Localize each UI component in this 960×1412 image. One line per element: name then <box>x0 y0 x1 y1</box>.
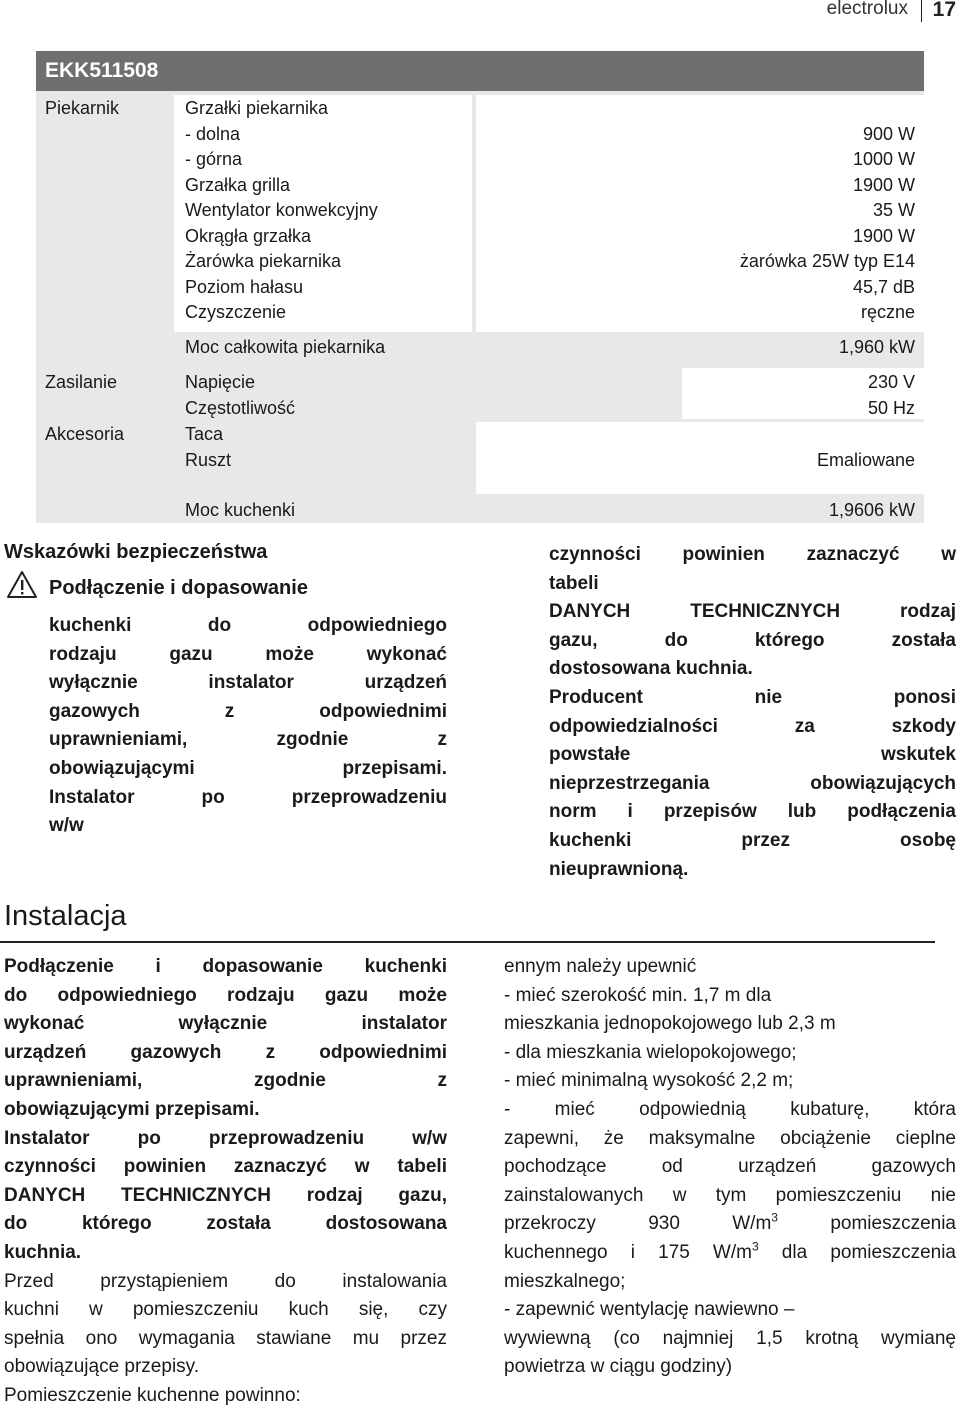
text-line: - mieć odpowiednią kubaturę, która <box>504 1098 956 1120</box>
text-span: przekroczy 930 W/m <box>504 1213 772 1235</box>
text-line: uprawnieniami, zgodnie z <box>49 729 447 751</box>
oven-value: 900 W <box>862 123 915 144</box>
text-line: DANYCH TECHNICZNYCH rodzaj <box>549 601 956 623</box>
safety-text-right <box>549 541 956 884</box>
text-line: uprawnieniami, zgodnie z <box>4 1070 447 1092</box>
cooker-total-value: 1,9606 kW <box>828 500 915 520</box>
oven-item: Żarówka piekarnika <box>185 251 342 271</box>
text-line: urządzeń gazowych z odpowiednimi <box>4 1041 447 1063</box>
text-line: mieszkania jednopokojowego lub 2,3 m <box>504 1013 836 1035</box>
text-line: kuchni w pomieszczeniu kuch się, czy <box>4 1299 447 1321</box>
oven-value: żarówka 25W typ E14 <box>739 251 915 271</box>
oven-item: Czyszczenie <box>185 302 287 322</box>
oven-total-value: 1,960 kW <box>838 337 915 357</box>
text-line: Podłączenie i dopasowanie kuchenki <box>4 956 447 977</box>
text-line: zainstalowanych w tym pomieszczeniu nie <box>504 1184 956 1206</box>
oven-value: 35 W <box>872 200 915 220</box>
text-line: czynności powinien zaznaczyć w <box>549 544 956 565</box>
oven-item: Wentylator konwekcyjny <box>185 200 378 220</box>
accessories-value: Emaliowane <box>816 449 915 470</box>
text-line: ennym należy upewnić <box>504 956 697 977</box>
frequency-label: Częstotliwość <box>185 397 296 418</box>
text-line: powietrza w ciągu godziny) <box>504 1356 733 1378</box>
label-accessories: Akcesoria <box>45 424 125 444</box>
page-header <box>0 0 960 24</box>
text-line: rodzaju gazu może wykonać <box>49 643 447 665</box>
text-line: zapewni, że maksymalne obciążenie cieplne <box>504 1127 956 1149</box>
safety-title: Wskazówki bezpieczeństwa <box>4 541 268 563</box>
oven-value: 1900 W <box>852 225 915 246</box>
text-line: kuchenki przez osobę <box>549 829 956 851</box>
oven-value: ręczne <box>860 302 915 322</box>
text-line: Przed przystąpieniem do instalowania <box>4 1270 447 1292</box>
oven-value: 1900 W <box>852 174 915 195</box>
warning-icon <box>6 570 38 600</box>
brand-name: electrolux <box>826 0 908 19</box>
text-line <box>504 982 956 1011</box>
section-divider <box>0 941 935 943</box>
rack-label: Ruszt <box>185 449 232 470</box>
voltage-label: Napięcie <box>185 372 256 392</box>
text-line: norm i przepisów lub podłączenia <box>549 801 956 823</box>
oven-value: 45,7 dB <box>852 276 915 297</box>
oven-item: Poziom hałasu <box>185 276 304 297</box>
text-line: mieszkalnego; <box>504 1270 626 1292</box>
text-line: dostosowana kuchnia. <box>549 658 753 680</box>
superscript: 3 <box>771 1211 778 1226</box>
text-line: wyłącznie instalator urządzeń <box>49 672 447 694</box>
spec-table <box>36 51 924 523</box>
tray-label: Taca <box>185 424 224 444</box>
text-line <box>504 1210 956 1239</box>
page-number: 17 <box>932 0 956 21</box>
cooker-total-label: Moc kuchenki <box>185 500 296 520</box>
text-line: DANYCH TECHNICZNYCH rodzaj gazu, <box>4 1184 447 1206</box>
safety-subtitle: Podłączenie i dopasowanie <box>49 577 308 599</box>
text-span: kuchennego i 175 W/m <box>504 1241 752 1263</box>
text-line: Instalator po przeprowadzeniu w/w <box>4 1127 447 1149</box>
text-line: nieprzestrzegania obowiązujących <box>549 772 956 794</box>
text-span: pomieszczenia <box>777 1213 957 1235</box>
text-line: - mieć minimalną wysokość 2,2 m; <box>504 1070 794 1092</box>
text-line: tabeli <box>549 572 599 594</box>
frequency-value: 50 Hz <box>867 397 915 418</box>
label-power: Zasilanie <box>45 372 118 392</box>
oven-total-label: Moc całkowita piekarnika <box>185 337 386 357</box>
oven-item: Okrągła grzałka <box>185 225 312 246</box>
text-span: - mieć szerokość min. 1,7 m dla <box>504 984 772 1006</box>
text-line: obowiązującymi przepisami. <box>49 757 447 779</box>
text-line: kuchenki do odpowiedniego <box>49 615 447 636</box>
installation-text-right <box>504 953 956 1382</box>
superscript: 3 <box>751 1239 759 1254</box>
text-line: spełnia ono wymagania stawiane mu przez <box>4 1327 447 1349</box>
header-divider <box>921 0 922 22</box>
text-line: - dla mieszkania wielopokojowego; <box>504 1041 797 1063</box>
text-line <box>504 1239 956 1268</box>
oven-item: Grzałki piekarnika <box>185 98 329 118</box>
text-line: w/w <box>49 815 84 837</box>
oven-item: - górna <box>185 149 243 169</box>
text-span: dla pomieszczenia <box>758 1241 956 1263</box>
oven-value: 1000 W <box>852 149 915 169</box>
text-line: Producent nie ponosi <box>549 686 956 708</box>
text-line: czynności powinien zaznaczyć w tabeli <box>4 1156 447 1178</box>
text-line: do odpowiedniego rodzaju gazu może <box>4 984 447 1006</box>
text-line: Instalator po przeprowadzeniu <box>49 786 447 808</box>
installation-text-left <box>4 953 447 1411</box>
text-line: gazowych z odpowiednimi <box>49 700 447 722</box>
text-line: kuchnia. <box>4 1241 82 1263</box>
text-line: gazu, do którego została <box>549 629 956 651</box>
text-line: odpowiedzialności za szkody <box>549 715 956 737</box>
text-line: do którego została dostosowana <box>4 1213 447 1235</box>
oven-item: - dolna <box>185 123 241 144</box>
text-line: obowiązującymi przepisami. <box>4 1098 260 1120</box>
model-title: EKK511508 <box>36 51 924 91</box>
text-line: powstałe wskutek <box>549 744 956 766</box>
text-line: obowiązujące przepisy. <box>4 1356 200 1378</box>
installation-title: Instalacja <box>4 900 127 932</box>
oven-item: Grzałka grilla <box>185 174 291 195</box>
safety-text-left <box>49 612 447 841</box>
text-line: nieuprawnioną. <box>549 858 689 880</box>
text-line: wywiewną (co najmniej 1,5 krotną wymianę <box>504 1327 956 1349</box>
text-line: wykonać wyłącznie instalator <box>4 1013 447 1035</box>
text-line: - zapewnić wentylację nawiewno – <box>504 1299 795 1321</box>
voltage-value: 230 V <box>867 372 915 392</box>
text-line: pochodzące od urządzeń gazowych <box>504 1156 956 1178</box>
label-oven: Piekarnik <box>45 98 120 118</box>
text-line: Pomieszczenie kuchenne powinno: <box>4 1384 301 1406</box>
